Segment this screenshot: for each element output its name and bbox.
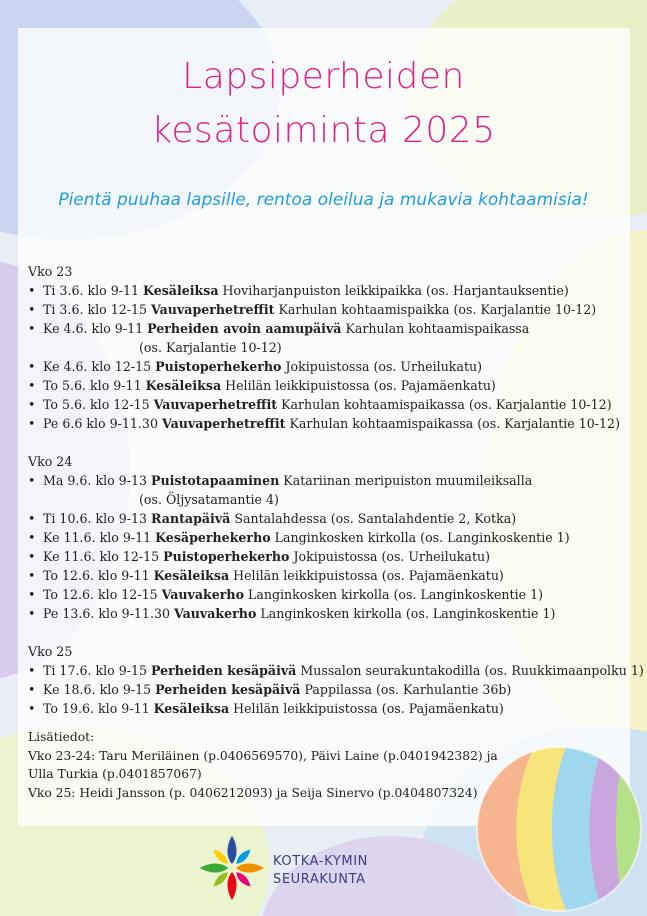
event-time: Ke 11.6. klo 9-11	[43, 530, 152, 545]
week-24	[28, 452, 628, 623]
event-time: Ti 17.6. klo 9-15	[43, 663, 148, 678]
event-item	[28, 585, 628, 604]
event-item	[28, 661, 644, 680]
event-time: Ke 11.6. klo 12-15	[43, 549, 160, 564]
event-detail: Langinkosken kirkolla (os. Langinkoskentie 1)	[247, 587, 543, 602]
week-25	[28, 642, 644, 718]
event-title: Vauvaperhetreffit	[151, 302, 275, 317]
event-time: To 12.6. klo 9-11	[43, 568, 150, 583]
event-detail: Karhulan kohtaamispaikka (os. Karjalantie 10-12)	[278, 302, 597, 317]
event-detail: Jokipuistossa (os. Urheilukatu)	[293, 549, 491, 564]
parish-name-line2: SEURAKUNTA	[273, 872, 366, 887]
event-title: Vauvaperhetreffit	[161, 416, 286, 431]
event-time: Ti 3.6. klo 12-15	[43, 302, 148, 317]
event-title: Perheiden avoin aamupäivä	[147, 321, 342, 336]
event-detail: Helilän leikkipuistossa (os. Pajamäenkatu)	[233, 568, 504, 583]
event-detail: Langinkosken kirkolla (os. Langinkoskentie 1)	[260, 606, 556, 621]
event-title: Kesäleiksa	[153, 701, 230, 716]
page-title-line1: Lapsiperheiden	[182, 56, 465, 97]
event-detail: Langinkosken kirkolla (os. Langinkoskentie 1)	[274, 530, 570, 545]
event-time: Ti 3.6. klo 9-11	[43, 283, 140, 298]
week-heading: Vko 24	[28, 454, 73, 469]
event-time: To 19.6. klo 9-11	[43, 701, 150, 716]
info-line: Vko 25: Heidi Jansson (p. 0406212093) ja Seija Sinervo (p.0404807324)	[28, 785, 478, 800]
event-time: Ma 9.6. klo 9-13	[43, 473, 147, 488]
event-time: Ti 10.6. klo 9-13	[43, 511, 148, 526]
event-title: Kesäleiksa	[153, 568, 230, 583]
event-item	[28, 300, 628, 319]
subtitle: Pientä puuhaa lapsille, rentoa oleilua ja mukavia kohtaamisia!	[58, 190, 589, 210]
event-detail: Helilän leikkipuistossa (os. Pajamäenkatu)	[233, 701, 504, 716]
event-item	[28, 319, 628, 357]
event-time: Pe 13.6. klo 9-11.30	[43, 606, 170, 621]
event-item	[28, 528, 628, 547]
event-detail-cont: (os. Öljysatamantie 4)	[139, 492, 279, 507]
event-detail: Karhulan kohtaamispaikassa (os. Karjalantie 10-12)	[281, 397, 612, 412]
event-detail: Katariinan meripuiston muumileiksalla	[283, 473, 533, 488]
page-title-line2: kesätoiminta 2025	[151, 110, 496, 151]
info-line: Ulla Turkia (p.0401857067)	[28, 767, 202, 781]
event-title: Vauvakerho	[174, 606, 257, 621]
parish-logo-icon	[197, 833, 267, 903]
week-23	[28, 262, 628, 433]
event-item	[28, 699, 628, 718]
parish-name	[273, 853, 368, 889]
event-detail: Karhulan kohtaamispaikassa (os. Karjalantie 10-12)	[289, 416, 620, 431]
info-line: Vko 23-24: Taru Meriläinen (p.0406569570), Päivi Laine (p.0401942382) ja	[28, 748, 498, 763]
event-title: Puistotapaaminen	[151, 473, 280, 488]
event-item	[28, 395, 628, 414]
event-detail: Karhulan kohtaamispaikassa	[345, 321, 530, 336]
event-title: Puistoperhekerho	[155, 359, 282, 374]
schedule	[28, 262, 644, 718]
event-item	[28, 376, 628, 395]
event-detail: Mussalon seurakuntakodilla (os. Ruukkimaanpolku 1)	[300, 663, 644, 678]
event-item	[28, 281, 628, 300]
event-item	[28, 566, 628, 585]
event-detail: Hoviharjanpuiston leikkipaikka (os. Harjantauksentie)	[222, 283, 569, 298]
event-title: Perheiden kesäpäivä	[151, 663, 297, 678]
event-detail: Helilän leikkipuistossa (os. Pajamäenkatu)	[225, 378, 496, 393]
event-detail: Pappilassa (os. Karhulantie 36b)	[304, 682, 512, 697]
event-detail: Jokipuistossa (os. Urheilukatu)	[285, 359, 483, 374]
event-time: Ke 4.6. klo 9-11	[43, 321, 144, 336]
event-item	[28, 357, 628, 376]
event-time: To 5.6. klo 9-11	[43, 378, 142, 393]
event-item	[28, 414, 628, 433]
event-time: To 12.6. klo 12-15	[43, 587, 158, 602]
info-heading: Lisätiedot:	[28, 730, 95, 744]
parish-name-line1: KOTKA-KYMIN	[273, 854, 368, 869]
event-item	[28, 471, 628, 509]
event-title: Puistoperhekerho	[163, 549, 290, 564]
week-heading: Vko 25	[28, 644, 73, 659]
beach-ball-illustration	[475, 745, 643, 913]
event-title: Kesäleiksa	[145, 378, 222, 393]
event-detail: Santalahdessa (os. Santalahdentie 2, Kotka)	[234, 511, 517, 526]
event-item	[28, 680, 628, 699]
event-title: Kesäperhekerho	[155, 530, 271, 545]
event-item	[28, 604, 628, 623]
contact-info	[28, 728, 508, 802]
week-heading: Vko 23	[28, 264, 73, 279]
event-title: Perheiden kesäpäivä	[155, 682, 301, 697]
event-time: Pe 6.6 klo 9-11.30	[43, 416, 158, 431]
event-title: Rantapäivä	[151, 511, 231, 526]
event-title: Vauvaperhetreffit	[153, 397, 278, 412]
event-time: To 5.6. klo 12-15	[43, 397, 150, 412]
event-time: Ke 4.6. klo 12-15	[43, 359, 152, 374]
event-detail-cont: (os. Karjalantie 10-12)	[139, 340, 282, 355]
event-item	[28, 547, 628, 566]
event-title: Vauvakerho	[161, 587, 244, 602]
event-item	[28, 509, 628, 528]
event-time: Ke 18.6. klo 9-15	[43, 682, 152, 697]
event-title: Kesäleiksa	[143, 283, 219, 298]
